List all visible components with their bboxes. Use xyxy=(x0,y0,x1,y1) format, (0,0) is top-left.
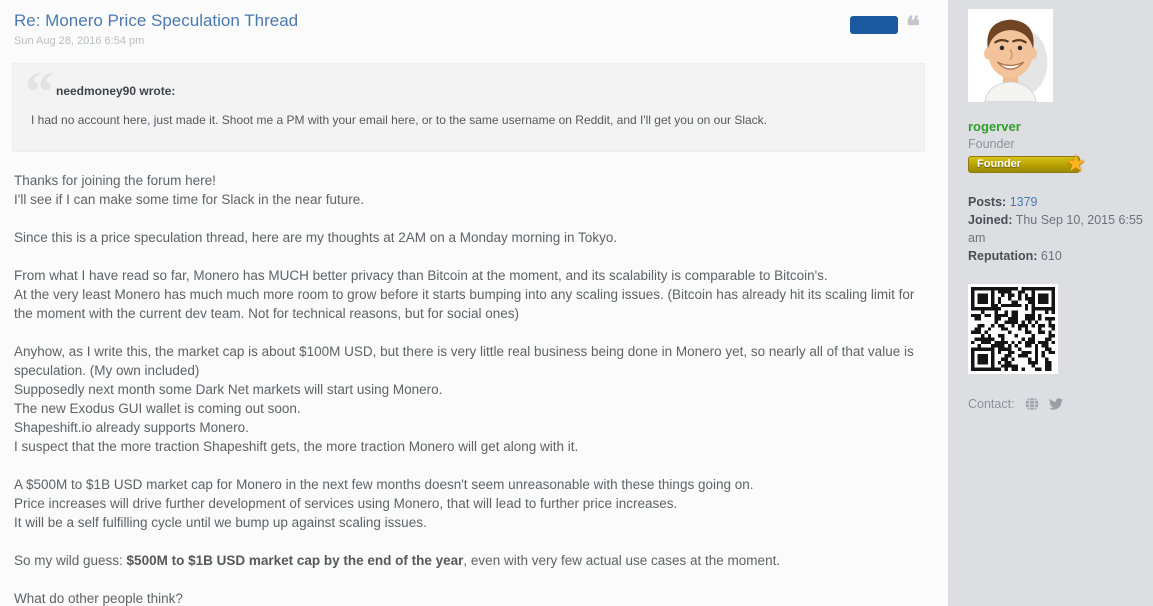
avatar-cartoon xyxy=(968,9,1053,102)
post-paragraph: What do other people think? xyxy=(14,591,183,606)
post-body xyxy=(14,171,930,606)
user-stats xyxy=(968,193,1153,265)
contact-row xyxy=(968,397,1153,411)
posts-count-link[interactable]: 1379 xyxy=(1009,195,1038,209)
twitter-icon[interactable] xyxy=(1049,397,1063,411)
quote-block xyxy=(12,59,925,152)
avatar[interactable] xyxy=(968,9,1053,102)
founder-badge xyxy=(968,150,1086,176)
quote-author-line[interactable]: needmoney90 wrote: xyxy=(56,84,176,98)
post-paragraph: Thanks for joining the forum here! I'll see if I can make some time for Slack in the near future. xyxy=(14,173,364,207)
post-title[interactable]: Re: Monero Price Speculation Thread xyxy=(14,11,299,30)
contact-label: Contact: xyxy=(968,397,1015,411)
post-paragraph: Since this is a price speculation thread, here are my thoughts at 2AM on a Monday morning in Tokyo. xyxy=(14,230,618,245)
user-rank: Founder xyxy=(968,137,1015,151)
post-header xyxy=(0,0,948,47)
post-date: Sun Aug 28, 2016 6:54 pm xyxy=(14,35,145,47)
post-paragraph: A $500M to $1B USD market cap for Monero in the next few months doesn't seem unreasonable with these things going on. Price increases will drive further development of services using Monero, that will lead to further price increases. It will be a self fulfilling cycle until we bump up against scaling issues. xyxy=(14,477,754,530)
post-paragraph: So my wild guess: $500M to $1B USD market cap by the end of the year, even with very few actual use cases at the moment. xyxy=(14,553,781,568)
stat-posts: Posts: 1379 xyxy=(968,195,1038,209)
qr-code xyxy=(968,284,1058,374)
stat-joined: Joined: Thu Sep 10, 2015 6:55 am xyxy=(968,213,1143,245)
globe-icon[interactable] xyxy=(1025,397,1039,411)
post-action-button[interactable] xyxy=(850,16,898,34)
quote-post-icon[interactable]: ❝ xyxy=(906,12,918,41)
post-paragraph: Anyhow, as I write this, the market cap is about $100M USD, but there is very little real business being done in Monero yet, so nearly all of that value is speculation. (My own included) Supposedly next month some Dark Net markets will start using Monero. The new Exodus GUI wallet is coming out soon. Shapeshift.io already supports Monero. I suspect that the more traction Shapeshift gets, the more traction Monero will get along with it. xyxy=(14,344,914,454)
username-link[interactable]: rogerver xyxy=(968,119,1021,134)
star-icon: ★ xyxy=(1065,150,1086,176)
stat-reputation: Reputation: 610 xyxy=(968,249,1062,263)
post-paragraph: From what I have read so far, Monero has MUCH better privacy than Bitcoin at the moment, and its scalability is comparable to Bitcoin's. At the very least Monero has much much more room to grow before it starts bumping into any scaling issues. (Bitcoin has already hit its scaling limit for the moment with the current dev team. Not for technical reasons, but for social ones) xyxy=(14,268,915,321)
quote-text: I had no account here, just made it. Shoot me a PM with your email here, or to the same username on Reddit, and I'll get you on our Slack. xyxy=(31,113,768,127)
profile-sidebar xyxy=(948,0,1153,606)
post-actions xyxy=(850,10,918,41)
blockquote-icon: “ xyxy=(25,59,50,124)
founder-badge-label: Founder xyxy=(977,158,1021,170)
